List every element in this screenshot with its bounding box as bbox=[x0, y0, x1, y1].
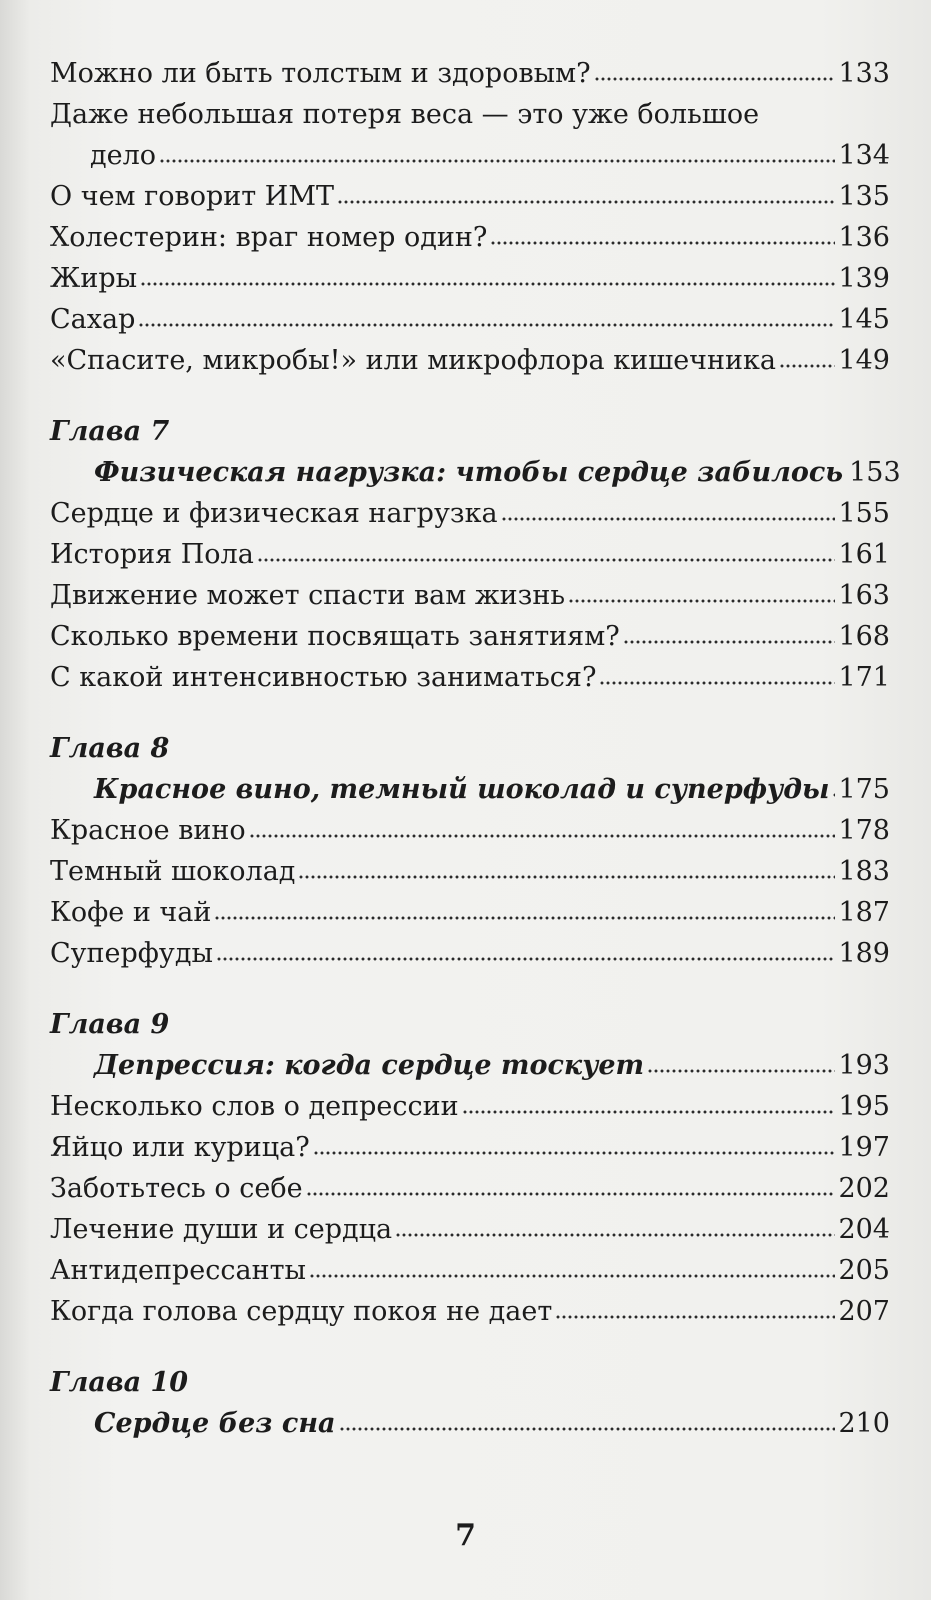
dot-leader bbox=[249, 834, 836, 838]
dot-leader bbox=[216, 957, 836, 961]
dot-leader bbox=[306, 1192, 836, 1196]
toc-entry-page: 197 bbox=[838, 1132, 890, 1163]
dot-leader bbox=[214, 916, 835, 920]
toc-entry-page: 178 bbox=[838, 815, 890, 846]
toc-entry bbox=[50, 1284, 890, 1325]
toc-entry-title: Кофе и чай bbox=[50, 897, 212, 928]
chapter-title: Красное вино, темный шоколад и суперфуды bbox=[94, 774, 830, 805]
toc-entry-page: 171 bbox=[838, 662, 890, 693]
dot-leader bbox=[339, 1427, 836, 1431]
toc-entry-title: Яйцо или курица? bbox=[50, 1132, 310, 1163]
toc-entry-title: Жиры bbox=[50, 263, 138, 294]
chapter-label: Глава 10 bbox=[50, 1367, 189, 1398]
toc-entry-title: О чем говорит ИМТ bbox=[50, 181, 334, 212]
toc-entry-page: 204 bbox=[838, 1214, 890, 1245]
toc-entry bbox=[50, 1120, 890, 1161]
chapter-title-entry bbox=[50, 445, 901, 488]
toc-entry-title: Когда голова сердцу покоя не дает bbox=[50, 1296, 553, 1327]
dot-leader bbox=[395, 1233, 835, 1237]
dot-leader bbox=[257, 558, 836, 562]
chapter-title: Сердце без сна bbox=[94, 1408, 336, 1439]
dot-leader bbox=[337, 200, 835, 204]
toc-entry-page: 210 bbox=[838, 1408, 890, 1439]
dot-leader bbox=[298, 875, 835, 879]
toc-entry bbox=[50, 333, 890, 374]
chapter-title-entry bbox=[50, 762, 890, 803]
toc-entry-page: 202 bbox=[838, 1173, 890, 1204]
chapter-title: Физическая нагрузка: чтобы сердце забилось bbox=[94, 457, 844, 488]
toc-entry bbox=[50, 527, 890, 568]
toc-entry bbox=[50, 568, 890, 609]
dot-leader bbox=[568, 599, 835, 603]
chapter-title-entry bbox=[50, 1038, 890, 1079]
toc-entry-page: 155 bbox=[838, 498, 890, 529]
toc-entry bbox=[50, 210, 890, 251]
dot-leader bbox=[832, 793, 835, 797]
dot-leader bbox=[313, 1151, 836, 1155]
toc-entry bbox=[50, 1079, 890, 1120]
page-number: 7 bbox=[455, 1518, 476, 1553]
toc-entry-title: Антидепрессанты bbox=[50, 1255, 306, 1286]
toc-entry-page: 168 bbox=[838, 621, 890, 652]
toc-entry-title: Сколько времени посвящать занятиям? bbox=[50, 621, 620, 652]
toc-entry-page: 135 bbox=[838, 181, 890, 212]
dot-leader bbox=[594, 77, 836, 81]
toc-entry bbox=[50, 609, 890, 650]
toc-entry-page: 153 bbox=[849, 457, 901, 488]
toc-entry-page: 161 bbox=[838, 539, 890, 570]
chapter-label: Глава 8 bbox=[50, 733, 170, 764]
toc-entry bbox=[50, 844, 890, 885]
toc-entry-title: Движение может спасти вам жизнь bbox=[50, 580, 566, 611]
toc-entry-title: Суперфуды bbox=[50, 938, 213, 969]
toc-entry-page: 175 bbox=[838, 774, 890, 805]
toc-entry bbox=[50, 803, 890, 844]
toc-entry-title: С какой интенсивностью заниматься? bbox=[50, 662, 597, 693]
toc-entry-page: 145 bbox=[838, 304, 890, 335]
dot-leader bbox=[140, 282, 835, 286]
toc-entry-page: 193 bbox=[838, 1050, 890, 1081]
toc-entry-title: История Пола bbox=[50, 539, 254, 570]
toc-entry-title: Холестерин: враг номер один? bbox=[50, 222, 488, 253]
toc-entry bbox=[50, 46, 890, 87]
chapter-label: Глава 9 bbox=[50, 1009, 170, 1040]
dot-leader bbox=[490, 241, 835, 245]
dot-leader bbox=[159, 159, 835, 163]
table-of-contents bbox=[50, 46, 901, 1439]
toc-entry-title: Сахар bbox=[50, 304, 136, 335]
toc-entry-page: 205 bbox=[838, 1255, 890, 1286]
toc-entry-page: 149 bbox=[838, 345, 890, 376]
toc-entry bbox=[50, 292, 890, 333]
chapter-title-entry bbox=[50, 1396, 890, 1437]
dot-leader bbox=[647, 1069, 835, 1073]
toc-entry-title: Сердце и физическая нагрузка bbox=[50, 498, 498, 529]
toc-entry-page: 136 bbox=[838, 222, 890, 253]
dot-leader bbox=[779, 364, 835, 368]
toc-entry-title: Заботьтесь о себе bbox=[50, 1173, 303, 1204]
toc-entry-title: Красное вино bbox=[50, 815, 246, 846]
toc-entry-title: Лечение души и сердца bbox=[50, 1214, 393, 1245]
dot-leader bbox=[309, 1274, 835, 1278]
toc-entry-page: 195 bbox=[838, 1091, 890, 1122]
toc-entry-page: 189 bbox=[838, 938, 890, 969]
dot-leader bbox=[623, 640, 836, 644]
toc-entry bbox=[50, 128, 890, 169]
toc-entry-title-line2: дело bbox=[90, 140, 157, 171]
toc-entry-title: «Спасите, микробы!» или микрофлора кишечника bbox=[50, 345, 776, 376]
toc-entry bbox=[50, 885, 890, 926]
toc-entry-page: 139 bbox=[838, 263, 890, 294]
toc-entry-page: 183 bbox=[838, 856, 890, 887]
toc-entry bbox=[50, 169, 890, 210]
toc-entry-page: 163 bbox=[838, 580, 890, 611]
toc-entry bbox=[50, 251, 890, 292]
chapter-label: Глава 7 bbox=[50, 416, 170, 447]
dot-leader bbox=[501, 517, 836, 521]
toc-entry-title: Темный шоколад bbox=[50, 856, 296, 887]
toc-entry-title: Несколько слов о депрессии bbox=[50, 1091, 459, 1122]
toc-entry bbox=[50, 926, 890, 967]
toc-entry-page: 134 bbox=[838, 140, 890, 171]
toc-entry bbox=[50, 1202, 890, 1243]
toc-entry-title: Можно ли быть толстым и здоровым? bbox=[50, 58, 591, 89]
chapter-title: Депрессия: когда сердце тоскует bbox=[94, 1050, 645, 1081]
toc-entry-page: 133 bbox=[838, 58, 890, 89]
toc-entry-title-line1: Даже небольшая потеря веса — это уже большое bbox=[50, 99, 760, 130]
dot-leader bbox=[138, 323, 835, 327]
dot-leader bbox=[555, 1315, 835, 1319]
toc-entry bbox=[50, 1161, 890, 1202]
toc-entry-page: 207 bbox=[838, 1296, 890, 1327]
dot-leader bbox=[599, 681, 835, 685]
toc-entry bbox=[50, 486, 890, 527]
toc-entry bbox=[50, 650, 890, 691]
toc-entry bbox=[50, 1243, 890, 1284]
toc-entry-page: 187 bbox=[838, 897, 890, 928]
dot-leader bbox=[462, 1110, 836, 1114]
